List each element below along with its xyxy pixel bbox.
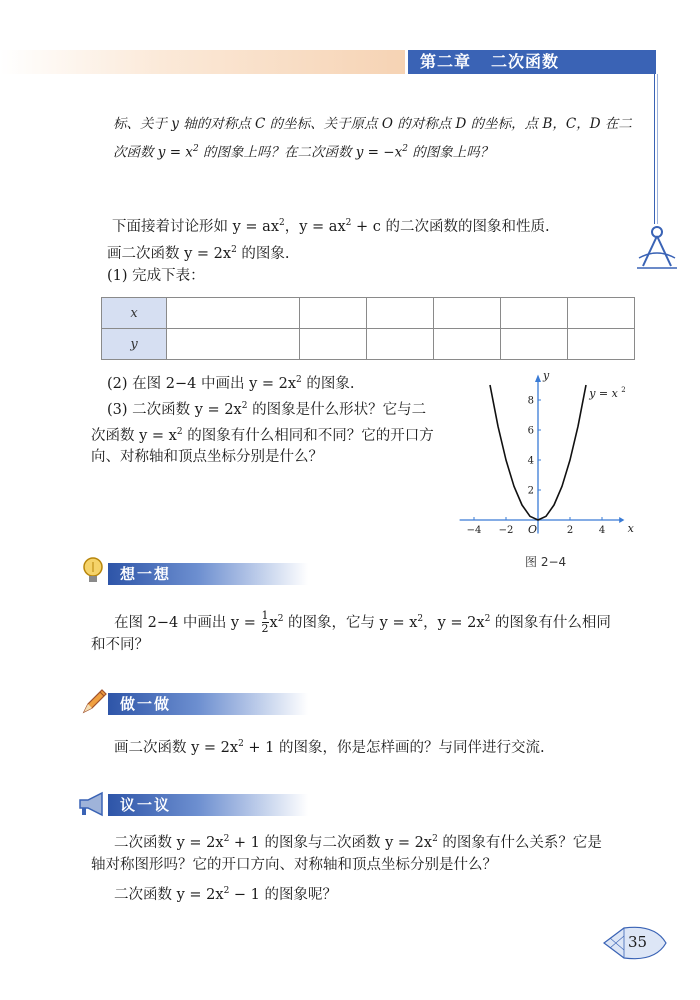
- chapter-title: 二次函数: [491, 52, 560, 71]
- page-number: 35: [628, 933, 648, 951]
- curve-label: y = x: [589, 387, 618, 400]
- table-row-x: [102, 298, 635, 329]
- y-tick-label: 2: [527, 485, 534, 497]
- x-axis-arrow: [619, 517, 624, 523]
- table-cell: [367, 298, 434, 329]
- think-line-2: 和不同？: [91, 637, 149, 653]
- y-tick-label: 6: [527, 425, 534, 437]
- curve-label-exponent: 2: [621, 386, 626, 394]
- intro-line-2: 次函数 $y = x^2$ 的图象上吗？在二次函数 $y = -x^2$ 的图象上吗？: [113, 144, 494, 161]
- step-2: (2) 在图 2−4 中画出 $y = 2x^2$ 的图象.: [107, 375, 355, 392]
- x-tick-label: 2: [566, 525, 574, 536]
- discuss-line-1: 二次函数 $y = 2x^2 + 1$ 的图象与二次函数 $y = 2x^2$ 的图象有什么关系？它是: [114, 834, 602, 851]
- y-tick-label: 8: [527, 395, 534, 407]
- table-cell: [434, 329, 501, 360]
- step-1: (1) 完成下表：: [107, 268, 205, 284]
- x-axis-label: x: [627, 522, 634, 535]
- body-line-2: 画二次函数 $y = 2x^2$ 的图象.: [107, 245, 290, 262]
- table-cell: [501, 298, 568, 329]
- discuss-section-label: 议一议: [120, 796, 172, 814]
- table-cell: [501, 329, 568, 360]
- table-cell: [568, 298, 635, 329]
- value-table: [101, 297, 635, 360]
- discuss-line-2: 轴对称图形吗？它的开口方向、对称轴和顶点坐标分别是什么？: [91, 857, 497, 873]
- table-cell: [434, 298, 501, 329]
- think-line-1: 在图 2−4 中画出 y = $\frac{1}{2}$ $x^2$ 的图象，它与 $y = x^2$，$y = 2x^2$ 的图象有什么相同: [114, 609, 611, 636]
- x-tick-label: −2: [498, 525, 514, 536]
- table-cell: [167, 298, 300, 329]
- table-head-y: y: [102, 329, 167, 360]
- table-cell: [167, 329, 300, 360]
- table-row-y: [102, 329, 635, 360]
- x-tick-label: 4: [598, 525, 606, 536]
- intro-line-1: 标、关于 y 轴的对称点 C 的坐标、关于原点 O 的对称点 D 的坐标，点 B，C，D 在二: [113, 116, 632, 132]
- pencil-icon: [80, 686, 110, 716]
- compass-icon: [633, 222, 681, 272]
- figure-2-4-graph: [466, 368, 634, 568]
- do-section-label: 做一做: [120, 695, 172, 713]
- y-axis-arrow: [535, 375, 541, 383]
- discuss-line-3: 二次函数 $y = 2x^2 - 1$ 的图象呢？: [114, 886, 338, 903]
- header-gradient-bar: [0, 50, 405, 74]
- table-cell: [300, 329, 367, 360]
- fraction-numerator: 1: [261, 609, 269, 623]
- table-head-x: x: [102, 298, 167, 329]
- chapter-number: 第二章: [420, 52, 472, 71]
- table-cell: [568, 329, 635, 360]
- fraction-denominator: 2: [261, 622, 269, 636]
- side-decoration-line: [654, 74, 655, 224]
- chapter-title-box: [408, 50, 656, 74]
- megaphone-icon: [76, 790, 108, 818]
- y-axis-label: y: [543, 369, 550, 382]
- origin-label: O: [528, 523, 538, 536]
- x-tick-label: −4: [466, 525, 482, 536]
- side-decoration-line-2: [657, 74, 658, 224]
- step-3-line-1: (3) 二次函数 $y = 2x^2$ 的图象是什么形状？它与二: [107, 401, 427, 418]
- do-line-1: 画二次函数 $y = 2x^2 + 1$ 的图象，你是怎样画的？与同伴进行交流.: [114, 739, 545, 756]
- step-3-line-2: 次函数 $y = x^2$ 的图象有什么相同和不同？它的开口方: [91, 427, 434, 444]
- table-cell: [367, 329, 434, 360]
- figure-caption: 图 2−4: [525, 555, 567, 569]
- body-line-1: 下面接着讨论形如 $y = ax^2$，$y = ax^2 + c$ 的二次函数的图象和性质.: [112, 218, 550, 235]
- lightbulb-icon: [80, 556, 106, 586]
- think-section-label: 想一想: [120, 565, 172, 583]
- step-3-line-3: 向、对称轴和顶点坐标分别是什么？: [91, 449, 323, 465]
- table-cell: [300, 298, 367, 329]
- y-tick-label: 4: [527, 455, 534, 467]
